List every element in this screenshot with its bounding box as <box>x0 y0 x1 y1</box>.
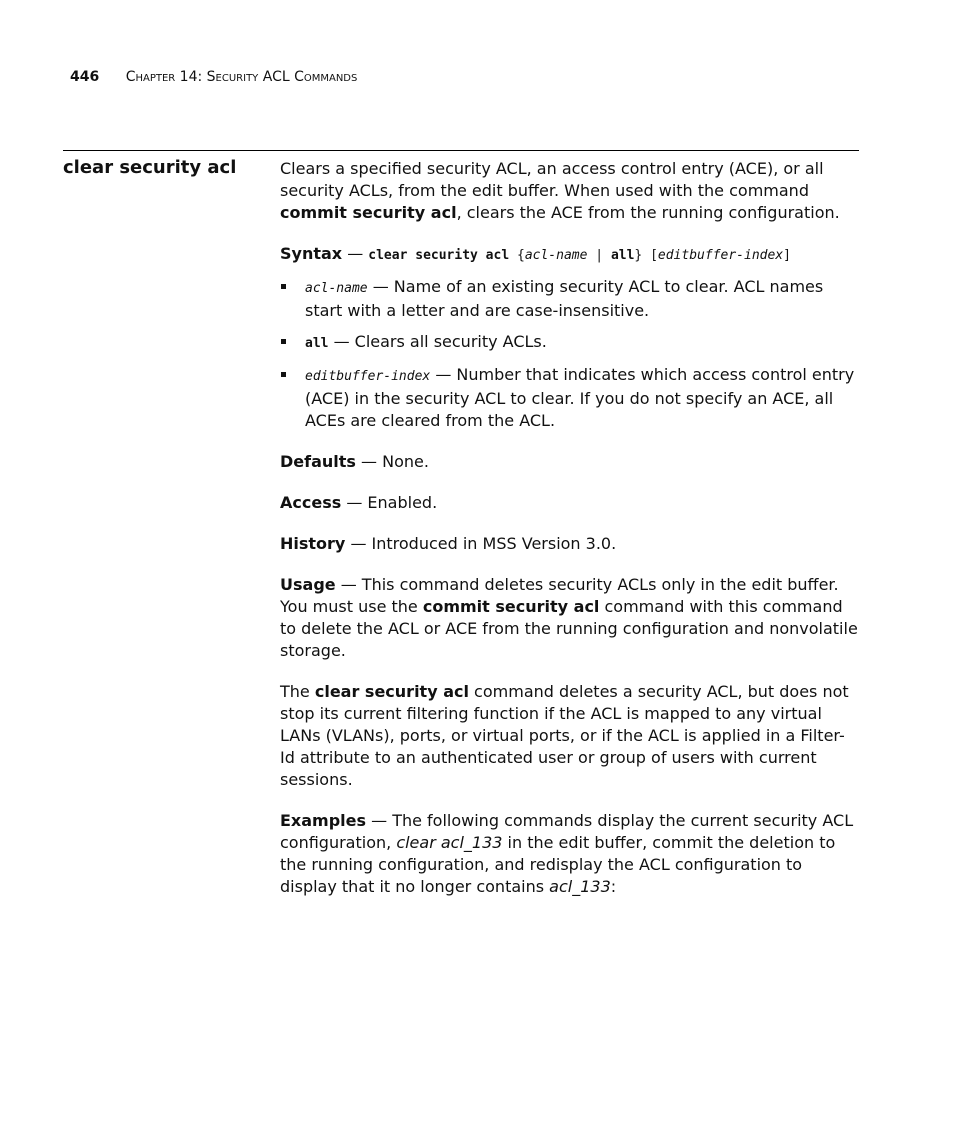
history-paragraph: History — Introduced in MSS Version 3.0. <box>280 534 617 553</box>
page-number: 446 <box>70 69 100 85</box>
param-desc: — Name of an existing security ACL to clear. ACL names start with a letter and are case-insensitive. <box>305 277 824 320</box>
bullet-icon <box>281 372 286 377</box>
example-acl-name: acl_133 <box>549 877 611 896</box>
section-body <box>280 158 858 917</box>
command-reference: clear security acl <box>314 682 469 701</box>
param-name: editbuffer-index <box>305 369 431 384</box>
param-name: acl-name <box>305 281 368 296</box>
list-item <box>280 364 858 432</box>
command-reference: commit security acl <box>422 597 600 616</box>
usage-label: Usage <box>280 575 336 594</box>
defaults-paragraph: Defaults — None. <box>280 452 429 471</box>
usage-paragraph: Usage — This command deletes security ACLs only in the edit buffer. You must use the commit security acl command with this command to delete the ACL or ACE from the running configuration and nonvolatile storage. <box>280 575 858 660</box>
syntax-line: Syntax — clear security acl {acl-name | all} [editbuffer-index] <box>280 244 791 263</box>
list-item <box>280 331 858 355</box>
syntax-arg-editbuffer-index: editbuffer-index <box>657 248 784 263</box>
bullet-icon <box>281 284 286 289</box>
param-desc: — Number that indicates which access control entry (ACE) in the security ACL to clear. If you do not specify an ACE, all ACEs are cleared from the ACL. <box>305 365 855 430</box>
examples-label: Examples <box>280 811 367 830</box>
section-title: clear security acl <box>63 157 237 178</box>
syntax-label: Syntax <box>280 244 343 263</box>
parameter-list <box>280 276 858 432</box>
example-command: clear acl_133 <box>396 833 503 852</box>
chapter-title: Chapter 14: Security ACL Commands <box>125 69 358 85</box>
syntax-arg-all: all <box>610 248 635 263</box>
section-divider <box>63 150 859 151</box>
param-desc: — Clears all security ACLs. <box>328 332 547 351</box>
syntax-arg-acl-name: acl-name <box>524 248 588 263</box>
param-name: all <box>305 336 329 351</box>
syntax-command: clear security acl <box>368 248 510 263</box>
history-label: History <box>280 534 346 553</box>
access-label: Access <box>280 493 342 512</box>
bullet-icon <box>281 339 286 344</box>
examples-paragraph: Examples — The following commands display the current security ACL configuration, clear acl_133 in the edit buffer, commit the deletion to the running configuration, and redisplay the ACL configuration to display that it no longer contains acl_133: <box>280 811 854 896</box>
intro-paragraph: Clears a specified security ACL, an access control entry (ACE), or all security ACLs, from the edit buffer. When used with the command commit security acl, clears the ACE from the running configuration. <box>280 159 840 222</box>
defaults-label: Defaults <box>280 452 356 471</box>
running-header <box>70 68 357 86</box>
usage-note-paragraph: The clear security acl command deletes a security ACL, but does not stop its current filtering function if the ACL is mapped to any virtual LANs (VLANs), ports, or virtual ports, or if the ACL is applied in a Filter-Id attribute to an authenticated user or group of users with current sessions. <box>280 682 849 789</box>
access-paragraph: Access — Enabled. <box>280 493 438 512</box>
list-item <box>280 276 858 322</box>
command-reference: commit security acl <box>280 203 457 222</box>
